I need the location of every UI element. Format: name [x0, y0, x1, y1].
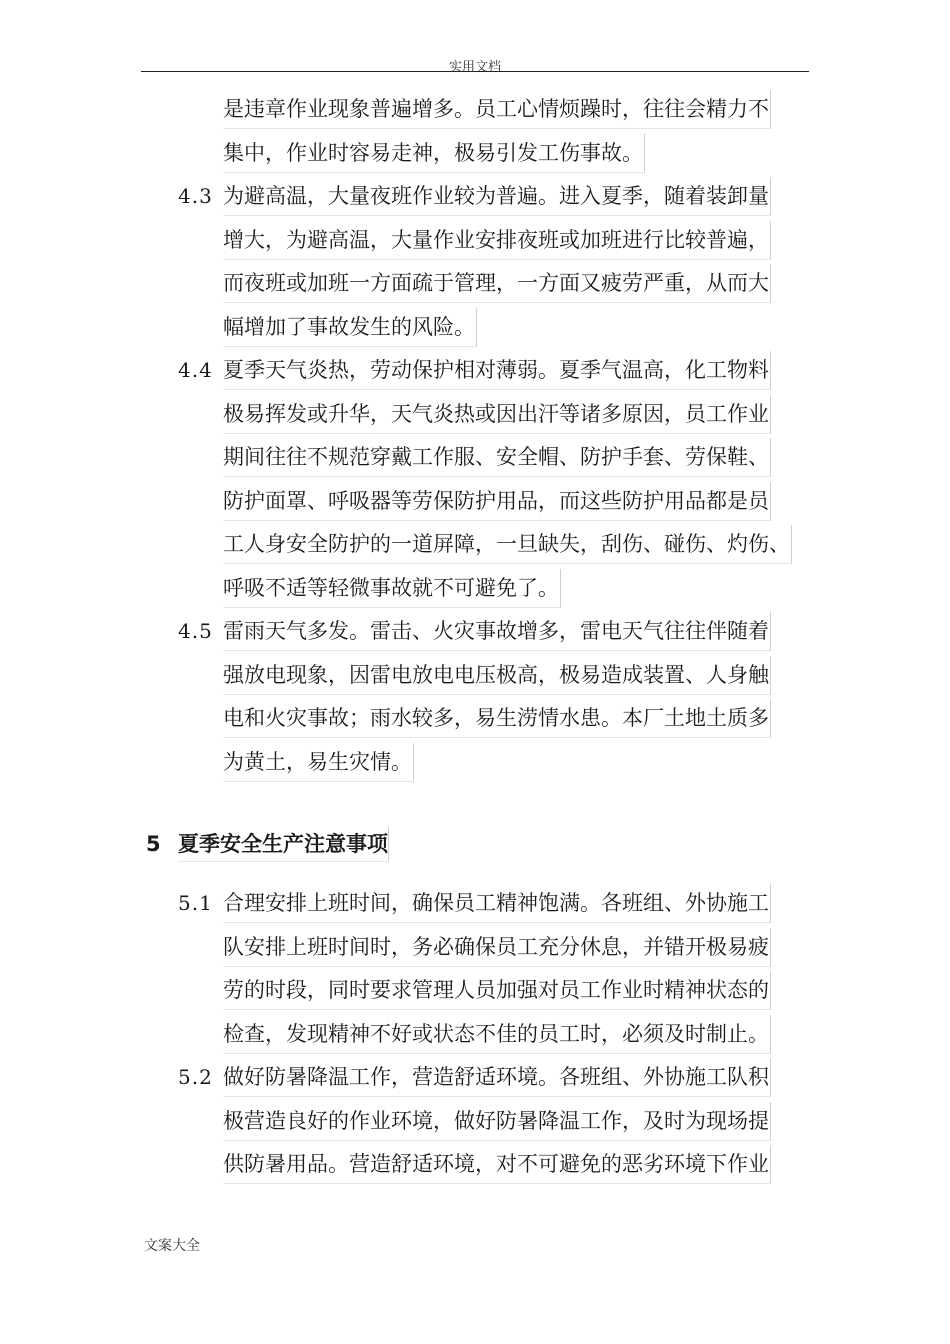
- item-number: 4.4: [178, 358, 213, 382]
- text-line: 极营造良好的作业环境，做好防暑降温工作，及时为现场提: [223, 1102, 771, 1141]
- text-line: 为避高温，大量夜班作业较为普遍。进入夏季，随着装卸量: [223, 177, 771, 216]
- item-number: 5.1: [178, 891, 213, 915]
- text-line: 集中，作业时容易走神，极易引发工伤事故。: [223, 134, 645, 173]
- text-line: 工人身安全防护的一道屏障，一旦缺失，刮伤、碰伤、灼伤、: [223, 525, 792, 564]
- text-line: 夏季天气炎热，劳动保护相对薄弱。夏季气温高，化工物料: [223, 351, 771, 390]
- text-line: 队安排上班时间时，务必确保员工充分休息，并错开极易疲: [223, 928, 771, 967]
- list-item-4-4: [178, 349, 950, 610]
- text-line: 检查，发现精神不好或状态不佳的员工时，必须及时制止。: [223, 1015, 771, 1054]
- item-number: 4.3: [178, 184, 213, 208]
- text-line: 是违章作业现象普遍增多。员工心情烦躁时，往往会精力不: [223, 90, 771, 129]
- text-line: 极易挥发或升华，天气炎热或因出汗等诸多原因，员工作业: [223, 395, 771, 434]
- section-number: 5: [146, 832, 161, 856]
- document-body: [0, 88, 950, 1187]
- text-line: 增大，为避高温，大量作业安排夜班或加班进行比较普遍，: [223, 221, 771, 260]
- text-line: 劳的时段，同时要求管理人员加强对员工作业时精神状态的: [223, 971, 771, 1010]
- item-body: [223, 610, 815, 784]
- page-footer: 文案大全: [144, 1238, 200, 1254]
- page-header: 实用文档: [448, 60, 501, 75]
- section-title: 夏季安全生产注意事项: [178, 827, 389, 862]
- paragraph-continuation: [178, 88, 950, 175]
- text-line: 呼吸不适等轻微事故就不可避免了。: [223, 569, 561, 608]
- item-body: [223, 349, 815, 610]
- text-line: 做好防暑降温工作，营造舒适环境。各班组、外协施工队积: [223, 1058, 771, 1097]
- item-body: [223, 175, 815, 349]
- text-line: 雷雨天气多发。雷击、火灾事故增多，雷电天气往往伴随着: [223, 612, 771, 651]
- header-divider: [141, 71, 809, 72]
- item-number: 5.2: [178, 1065, 213, 1089]
- section-heading: [146, 824, 950, 864]
- list-item-4-5: [178, 610, 950, 784]
- text-line: 强放电现象，因雷电放电电压极高，极易造成装置、人身触: [223, 656, 771, 695]
- text-line: 电和火灾事故；雨水较多，易生涝情水患。本厂土地土质多: [223, 699, 771, 738]
- item-body: [223, 882, 815, 1056]
- item-number: 4.5: [178, 619, 213, 643]
- text-line: 供防暑用品。营造舒适环境，对不可避免的恶劣环境下作业: [223, 1145, 771, 1184]
- paragraph-body: [223, 88, 815, 175]
- text-line: 而夜班或加班一方面疏于管理，一方面又疲劳严重，从而大: [223, 264, 771, 303]
- list-item-5-1: [178, 882, 950, 1056]
- text-line: 防护面罩、呼吸器等劳保防护用品，而这些防护用品都是员: [223, 482, 771, 521]
- text-line: 期间往往不规范穿戴工作服、安全帽、防护手套、劳保鞋、: [223, 438, 771, 477]
- text-line: 幅增加了事故发生的风险。: [223, 308, 477, 347]
- item-body: [223, 1056, 815, 1187]
- text-line: 为黄土，易生灾情。: [223, 743, 414, 782]
- text-line: 合理安排上班时间，确保员工精神饱满。各班组、外协施工: [223, 884, 771, 923]
- list-item-4-3: [178, 175, 950, 349]
- list-item-5-2: [178, 1056, 950, 1187]
